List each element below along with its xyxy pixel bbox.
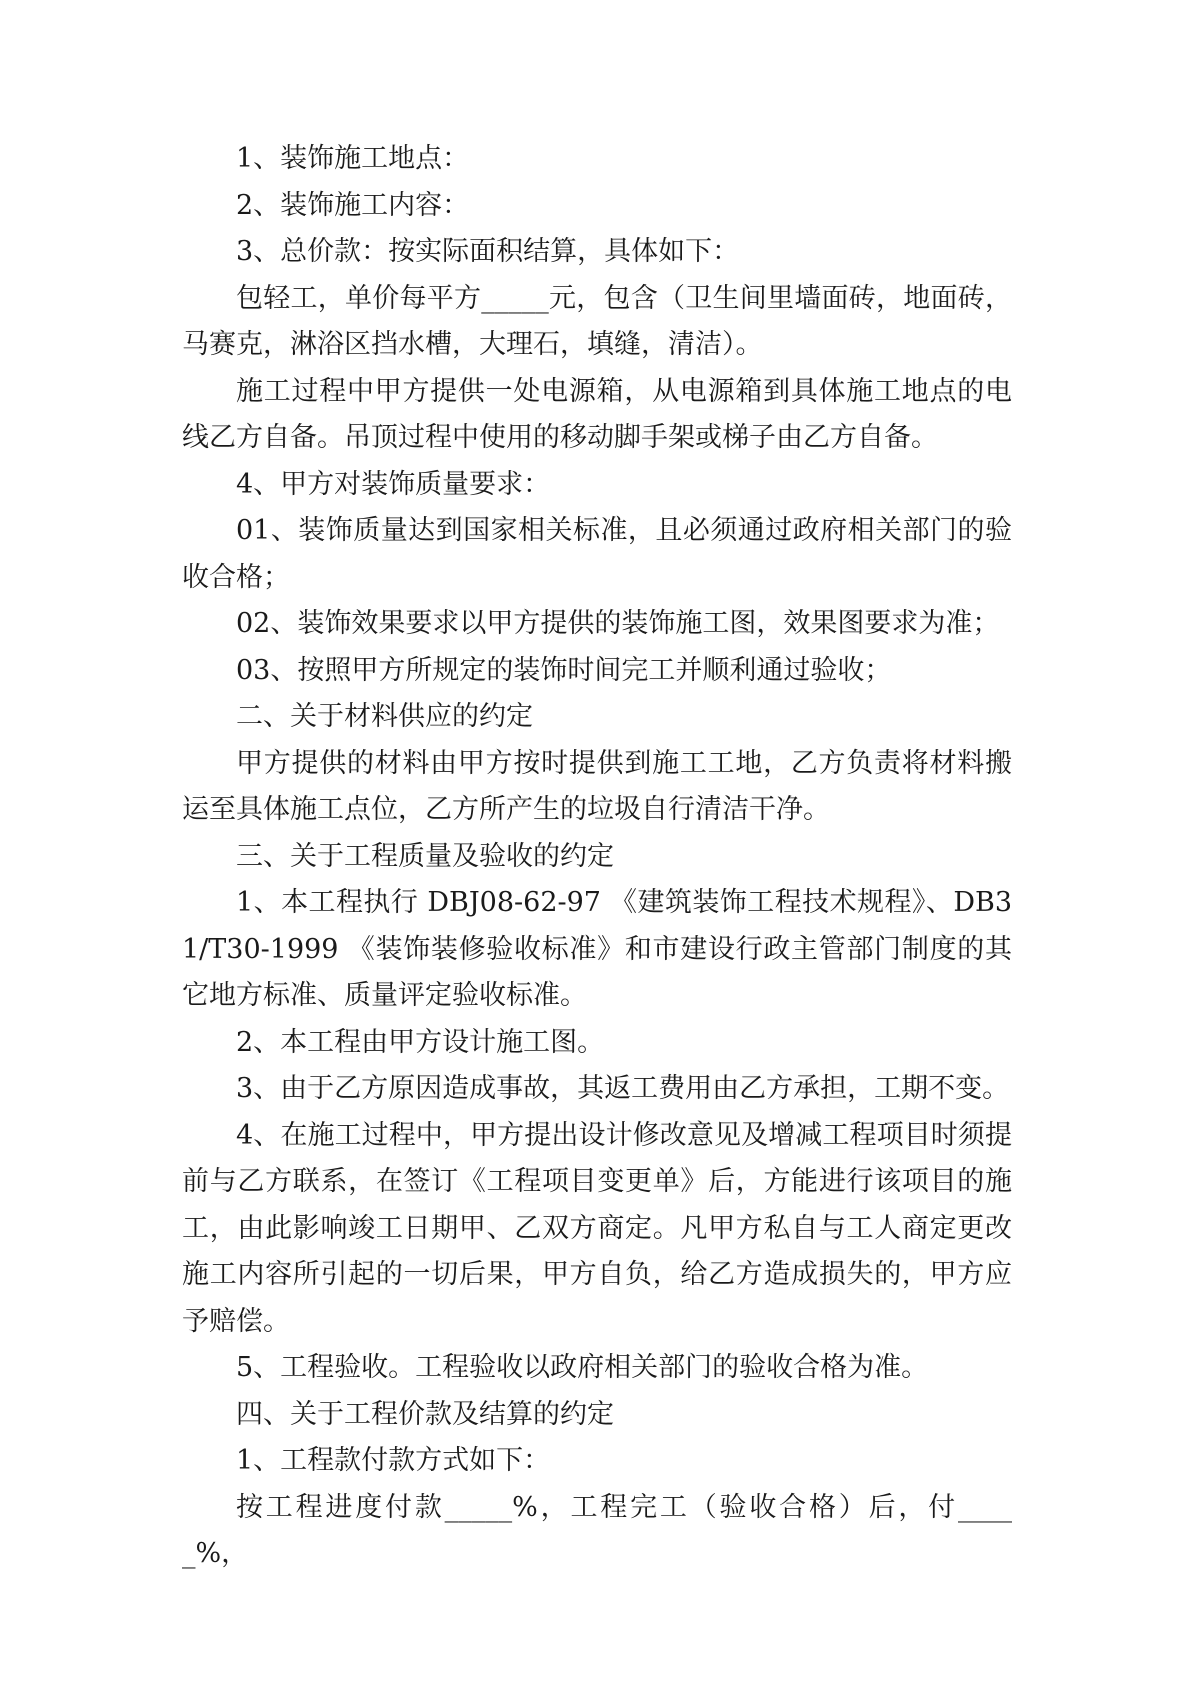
section-heading-materials: 二、关于材料供应的约定 [236,701,533,732]
clause-power-supply: 施工过程中甲方提供一处电源箱，从电源箱到具体施工地点的电线乙方自备。吊顶过程中使用的移动脚手架或梯子由乙方自备。 [182,375,1012,453]
clause-design-drawings: 2、本工程由甲方设计施工图。 [236,1026,605,1058]
clause-unit-price: 包轻工，单价每平方_____元，包含（卫生间里墙面砖，地面砖，马赛克，淋浴区挡水槽，大理石，填缝，清洁）。 [182,282,1012,360]
document-body [182,136,1012,1578]
quality-item-02: 02、装饰效果要求以甲方提供的装饰施工图，效果图要求为准； [236,608,1000,639]
clause-payment-method: 1、工程款付款方式如下： [236,1445,551,1476]
clause-construction-content: 2、装饰施工内容： [236,189,470,221]
clause-quality-requirements: 4、甲方对装饰质量要求： [236,468,551,500]
clause-standards: 1、本工程执行 DBJ08-62-97 《建筑装饰工程技术规程》、DB31/T30-1999 《装饰装修验收标准》和市建设行政主管部门制度的其它地方标准、质量评定验收标准。 [182,887,1012,1011]
clause-design-changes: 4、在施工过程中，甲方提出设计修改意见及增减工程项目时须提前与乙方联系，在签订《工程项目变更单》后，方能进行该项目的施工，由此影响竣工日期甲、乙双方商定。凡甲方私自与工人商定更改施工内容所引起的一切后果，甲方自负，给乙方造成损失的，甲方应予赔偿。 [182,1119,1012,1337]
clause-acceptance: 5、工程验收。工程验收以政府相关部门的验收合格为准。 [236,1352,929,1383]
section-heading-quality-acceptance: 三、关于工程质量及验收的约定 [236,840,614,872]
quality-item-01: 01、装饰质量达到国家相关标准，且必须通过政府相关部门的验收合格； [182,515,1012,593]
clause-rework-costs: 3、由于乙方原因造成事故，其返工费用由乙方承担，工期不变。 [236,1073,1010,1104]
clause-materials-supply: 甲方提供的材料由甲方按时提供到施工工地，乙方负责将材料搬运至具体施工点位，乙方所产生的垃圾自行清洁干净。 [182,747,1012,825]
clause-total-price: 3、总价款：按实际面积结算，具体如下： [236,236,740,267]
quality-item-03: 03、按照甲方所规定的装饰时间完工并顺利通过验收； [236,654,892,686]
section-heading-price-settlement: 四、关于工程价款及结算的约定 [236,1398,614,1430]
clause-payment-schedule: 按工程进度付款_____%，工程完工（验收合格）后，付_____%， [182,1491,1012,1569]
clause-construction-site: 1、装饰施工地点： [236,143,470,174]
